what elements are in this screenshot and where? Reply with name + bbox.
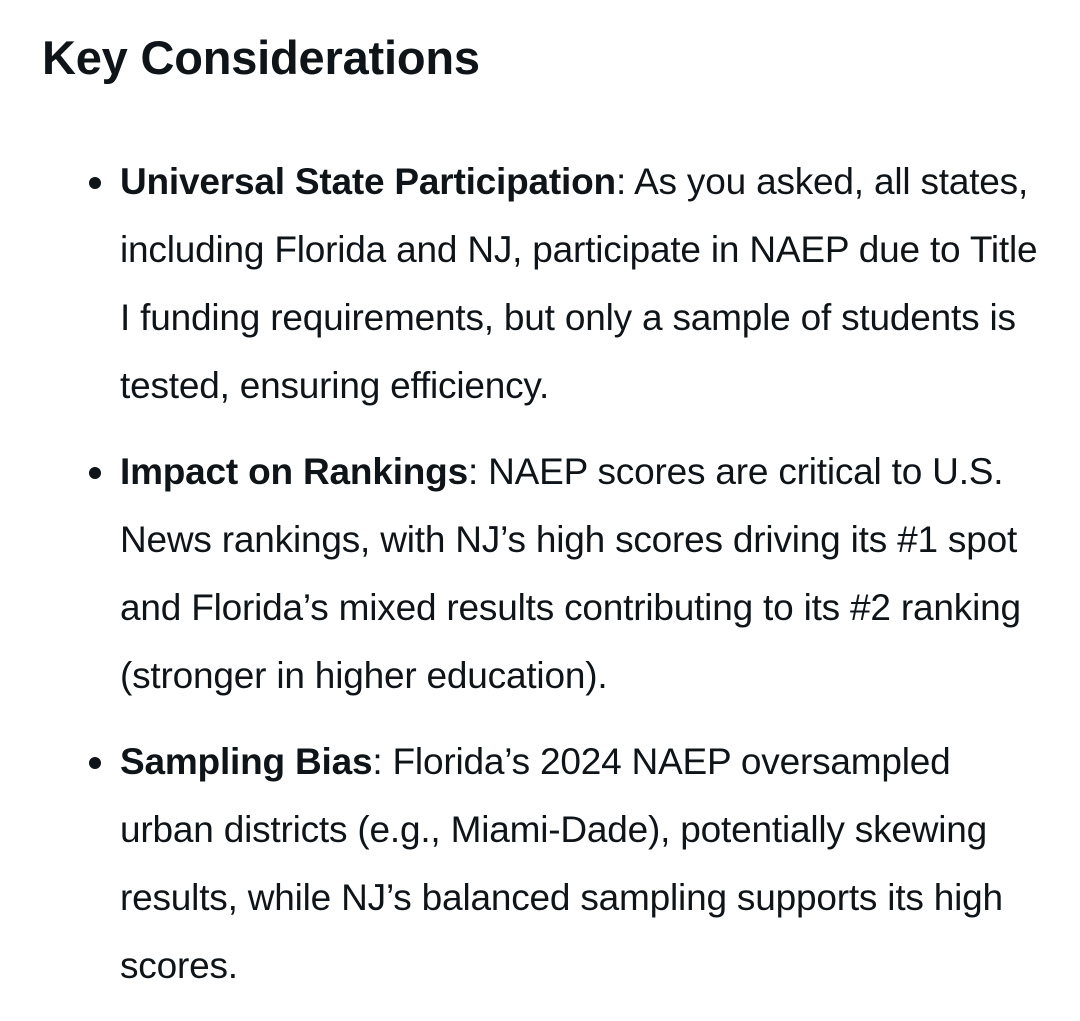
item-text: NAEP scores are critical to U.S. News rankings, with NJ’s high scores driving its #1 spot and Florida’s mixed results contributing to its #2 ranking (stronger in higher education). — [120, 451, 1021, 696]
bullet-icon — [89, 757, 101, 769]
item-separator: : — [615, 161, 627, 202]
item-separator: : — [467, 451, 479, 492]
item-separator: : — [372, 741, 383, 782]
bullet-icon — [89, 467, 101, 479]
item-term: Sampling Bias — [120, 741, 373, 782]
considerations-list — [42, 148, 1040, 1000]
section-heading: Key Considerations — [42, 31, 480, 84]
list-item — [42, 728, 1040, 1000]
list-item — [42, 438, 1040, 710]
item-text: Florida’s 2024 NAEP oversampled urban districts (e.g., Miami-Dade), potentially skewing results, while NJ’s balanced sampling supports its high scores. — [120, 741, 1003, 986]
bullet-icon — [89, 177, 101, 189]
item-term: Universal State Participation — [120, 161, 616, 202]
item-text: As you asked, all states, including Florida and NJ, participate in NAEP due to Title I funding requirements, but only a sample of students is tested, ensuring efficiency. — [120, 161, 1038, 406]
list-item — [42, 148, 1040, 420]
item-term: Impact on Rankings — [120, 451, 468, 492]
